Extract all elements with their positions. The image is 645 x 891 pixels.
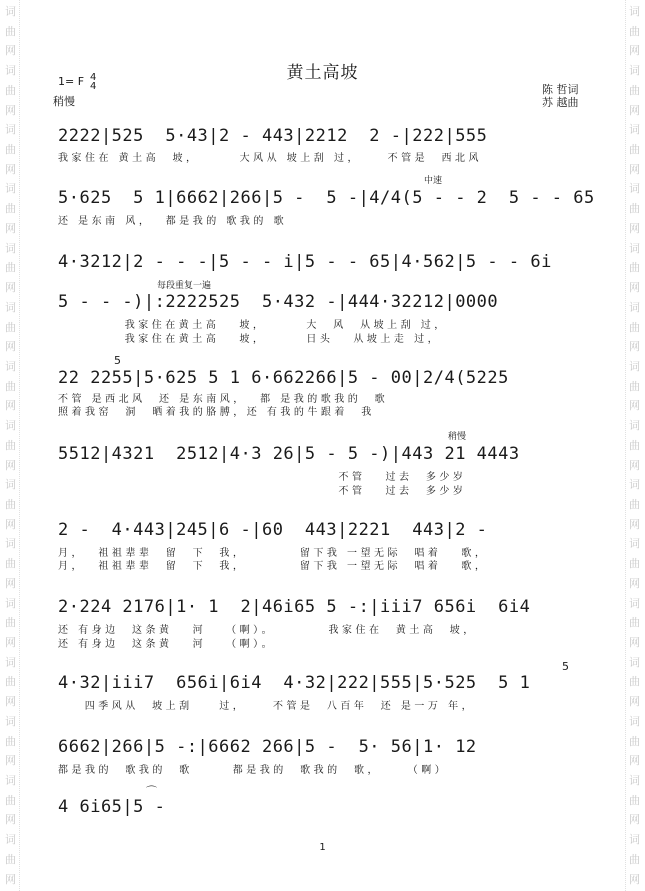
watermark-char: 网	[5, 458, 16, 472]
watermark-char: 曲	[5, 143, 16, 157]
watermark-char: 词	[5, 655, 16, 669]
watermark-char: 词	[629, 714, 640, 728]
watermark-char: 曲	[629, 438, 640, 452]
lyric-line-8b: 还 有身边 这条黄 河 （啊）。	[58, 639, 276, 650]
watermark-char: 曲	[5, 202, 16, 216]
watermark-char: 曲	[5, 24, 16, 38]
lyric-line-5a: 不管 是西北风 还 是东南风， 都 是我的歌我的 歌	[58, 394, 389, 405]
watermark-char: 词	[5, 5, 16, 18]
lyric-line-7b: 月， 祖祖辈辈 留 下 我， 留下我 一望无际 唱着 歌，	[58, 561, 489, 572]
watermark-char: 网	[5, 754, 16, 768]
notation-line-8: 2·224 2176|1· 1 2|46i65 5 -:|iii7 656i 6i4	[58, 597, 531, 617]
watermark-char: 词	[5, 833, 16, 847]
watermark-char: 词	[629, 478, 640, 492]
watermark-char: 曲	[5, 497, 16, 511]
notation-line-2: 5·625 5 1|6662|266|5 - 5 -|4/4(5 - - 2 5 - - 65	[58, 188, 595, 208]
watermark-char: 网	[629, 399, 640, 413]
watermark-char: 曲	[5, 83, 16, 97]
notation-line-10: 6662|266|5 -:|6662 266|5 - 5· 56|1· 12	[58, 737, 477, 757]
watermark-char: 词	[629, 655, 640, 669]
right-watermark-strip	[625, 0, 643, 891]
grace-note-mark: 5	[114, 354, 121, 367]
watermark-char: 曲	[5, 557, 16, 571]
watermark-char: 词	[629, 5, 640, 18]
watermark-char: 曲	[629, 793, 640, 807]
watermark-char: 词	[629, 537, 640, 551]
watermark-char: 词	[629, 241, 640, 255]
tempo-change-mark: 中速	[424, 176, 443, 186]
lyric-line-1: 我家住在 黄土高 坡， 大风从 坡上刮 过， 不管是 西北风	[58, 153, 483, 164]
watermark-char: 词	[629, 596, 640, 610]
watermark-char: 曲	[629, 734, 640, 748]
lyric-line-9: 四季风从 坡上刮 过， 不管是 八百年 还 是一万 年，	[58, 701, 476, 712]
watermark-char: 曲	[5, 616, 16, 630]
watermark-char: 曲	[629, 143, 640, 157]
credits	[542, 83, 579, 109]
lyric-line-7a: 月， 祖祖辈辈 留 下 我， 留下我 一望无际 唱着 歌，	[58, 548, 489, 559]
time-sig-numerator: 4	[90, 72, 97, 83]
watermark-char: 曲	[5, 852, 16, 866]
watermark-char: 网	[629, 813, 640, 827]
watermark-char: 网	[629, 517, 640, 531]
watermark-char: 词	[5, 596, 16, 610]
page-number: 1	[319, 842, 326, 853]
fermata-icon: ⌒	[146, 785, 157, 798]
watermark-char: 网	[5, 103, 16, 117]
watermark-char: 网	[629, 340, 640, 354]
watermark-char: 曲	[629, 616, 640, 630]
watermark-char: 曲	[5, 438, 16, 452]
watermark-char: 曲	[629, 852, 640, 866]
key-signature: 1= F	[58, 75, 85, 88]
watermark-char: 曲	[629, 379, 640, 393]
watermark-char: 网	[5, 44, 16, 58]
song-title: 黄土高坡	[286, 63, 359, 83]
watermark-char: 曲	[629, 557, 640, 571]
lyric-line-10: 都是我的 歌我的 歌 都是我的 歌我的 歌， （啊）	[58, 765, 449, 776]
watermark-char: 网	[5, 813, 16, 827]
tempo-slow-mark: 稍慢	[448, 432, 467, 442]
time-sig-denominator: 4	[90, 81, 97, 92]
watermark-char: 网	[5, 162, 16, 176]
watermark-char: 曲	[629, 497, 640, 511]
time-signature	[90, 73, 96, 91]
notation-line-4: 5 - - -)|:2222525 5·432 -|444·32212|0000	[58, 292, 499, 312]
watermark-char: 网	[5, 636, 16, 649]
watermark-char: 曲	[5, 734, 16, 748]
watermark-char: 曲	[5, 261, 16, 275]
watermark-char: 曲	[629, 24, 640, 38]
watermark-char: 网	[5, 340, 16, 354]
lyric-line-4a: 我家住在黄土高 坡， 大 风 从坡上刮 过，	[58, 320, 448, 331]
watermark-char: 网	[5, 872, 16, 886]
notation-line-11: 4 6i65|5 -	[58, 797, 166, 817]
watermark-char: 曲	[5, 379, 16, 393]
lyric-line-5b: 照着我窑 洞 晒着我的胳膊，还 有我的牛跟着 我	[58, 407, 375, 418]
notation-line-3: 4·3212|2 - - -|5 - - i|5 - - 65|4·562|5 - - 6i	[58, 252, 552, 272]
tempo-marking: 稍慢	[53, 95, 75, 108]
watermark-char: 曲	[629, 675, 640, 689]
watermark-char: 网	[629, 281, 640, 295]
watermark-char: 词	[5, 419, 16, 433]
watermark-char: 网	[629, 695, 640, 709]
watermark-char: 曲	[5, 320, 16, 334]
watermark-char: 曲	[629, 83, 640, 97]
watermark-char: 曲	[629, 261, 640, 275]
watermark-char: 网	[629, 221, 640, 235]
watermark-char: 词	[5, 241, 16, 255]
notation-line-1: 2222|525 5·43|2 - 443|2212 2 -|222|555	[58, 126, 488, 146]
watermark-char: 词	[5, 478, 16, 492]
watermark-char: 词	[5, 537, 16, 551]
lyric-line-4b: 我家住在黄土高 坡， 日头 从坡上走 过，	[58, 334, 442, 345]
watermark-char: 词	[5, 123, 16, 137]
grace-note-mark-2: 5	[562, 660, 569, 673]
watermark-char: 词	[5, 182, 16, 196]
watermark-char: 词	[5, 714, 16, 728]
watermark-char: 网	[629, 872, 640, 886]
watermark-char: 词	[5, 64, 16, 78]
watermark-char: 网	[629, 103, 640, 117]
composer-credit: 苏 越曲	[542, 96, 579, 109]
watermark-char: 网	[629, 458, 640, 472]
left-watermark-strip	[2, 0, 20, 891]
watermark-char: 词	[5, 359, 16, 373]
watermark-char: 词	[629, 182, 640, 196]
watermark-char: 曲	[629, 320, 640, 334]
watermark-char: 网	[629, 754, 640, 768]
watermark-char: 词	[629, 419, 640, 433]
watermark-char: 词	[629, 123, 640, 137]
watermark-char: 网	[629, 44, 640, 58]
watermark-char: 词	[629, 300, 640, 314]
watermark-char: 词	[5, 300, 16, 314]
lyric-line-6b: 不管 过去 多少岁	[58, 486, 467, 497]
notation-line-5: 22 2255|5·625 5 1 6·662266|5 - 00|2/4(5225	[58, 368, 509, 388]
notation-line-7: 2 - 4·443|245|6 -|60 443|2221 443|2 -	[58, 520, 488, 540]
repeat-instruction: 每段重复一遍	[157, 281, 212, 291]
watermark-char: 曲	[5, 793, 16, 807]
watermark-char: 网	[5, 281, 16, 295]
watermark-char: 曲	[5, 675, 16, 689]
watermark-char: 网	[5, 695, 16, 709]
watermark-char: 网	[5, 221, 16, 235]
lyric-line-6a: 不管 过去 多少岁	[58, 472, 467, 483]
watermark-char: 网	[5, 576, 16, 590]
notation-line-6: 5512|4321 2512|4·3 26|5 - 5 -)|443 21 4443	[58, 444, 520, 464]
watermark-char: 网	[629, 576, 640, 590]
notation-line-9: 4·32|iii7 656i|6i4 4·32|222|555|5·525 5 1	[58, 673, 531, 693]
lyric-line-8a: 还 有身边 这条黄 河 （啊）。 我家住在 黄土高 坡，	[58, 625, 477, 636]
watermark-char: 词	[629, 774, 640, 788]
watermark-char: 网	[5, 517, 16, 531]
lyricist-credit: 陈 哲词	[542, 83, 579, 96]
watermark-char: 词	[629, 64, 640, 78]
watermark-char: 词	[5, 774, 16, 788]
watermark-char: 词	[629, 359, 640, 373]
watermark-char: 词	[629, 833, 640, 847]
watermark-char: 网	[629, 162, 640, 176]
watermark-char: 网	[629, 636, 640, 649]
lyric-line-2: 还 是东南 风， 都是我的 歌我的 歌	[58, 216, 288, 227]
watermark-char: 曲	[629, 202, 640, 216]
watermark-char: 网	[5, 399, 16, 413]
